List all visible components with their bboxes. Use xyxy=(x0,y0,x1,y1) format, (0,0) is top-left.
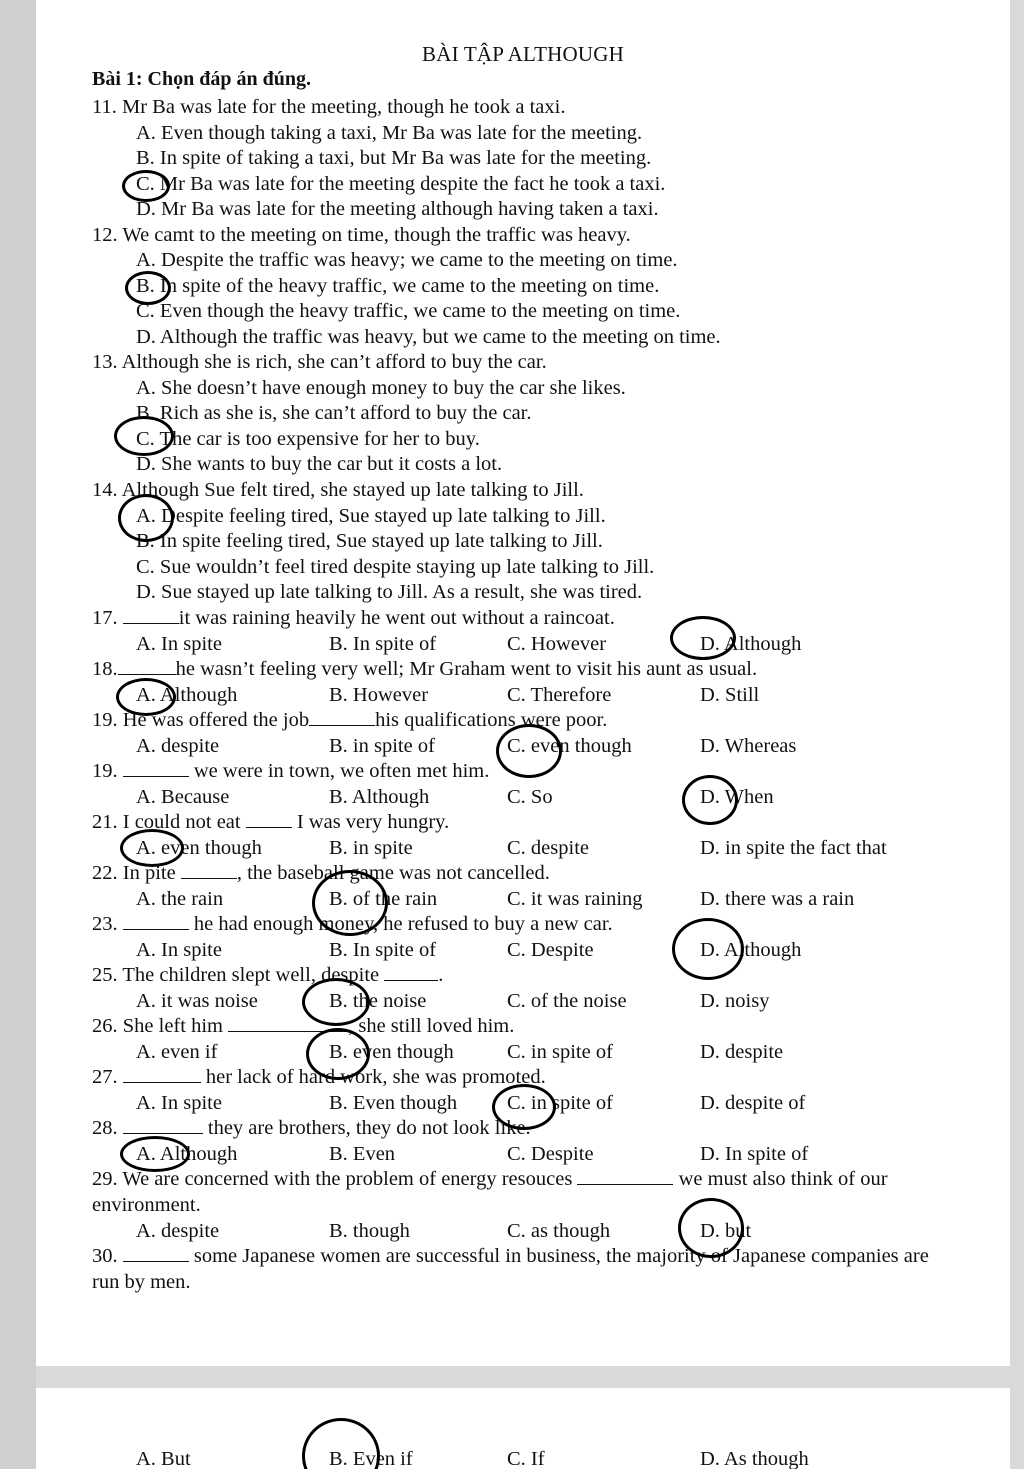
option: C. Mr Ba was late for the meeting despite the fact he took a taxi. xyxy=(136,173,666,195)
question-17: 17. it was raining heavily he went out without a raincoat. xyxy=(92,607,615,629)
options-row: A. the rain B. of the rain C. it was raining D. there was a rain xyxy=(136,888,855,910)
options-row: A. even though B. in spite C. despite D. in spite the fact that xyxy=(136,837,887,859)
question-29: 29. We are concerned with the problem of energy resouces we must also think of our environment. xyxy=(92,1168,888,1216)
option: B. In spite feeling tired, Sue stayed up late talking to Jill. xyxy=(136,530,603,552)
question-21: 21. I could not eat I was very hungry. xyxy=(92,811,450,833)
options-row: A. Because B. Although C. So D. When xyxy=(136,786,774,808)
option: A. She doesn’t have enough money to buy the car she likes. xyxy=(136,377,626,399)
question-19b: 19. we were in town, we often met him. xyxy=(92,760,490,782)
options-row: A. In spite B. In spite of C. However D. Although xyxy=(136,633,802,655)
options-row: A. Although B. Even C. Despite D. In spite of xyxy=(136,1143,809,1165)
options-row: A. despite B. though C. as though D. but xyxy=(136,1220,752,1242)
option: D. Although the traffic was heavy, but we came to the meeting on time. xyxy=(136,326,721,348)
question-25: 25. The children slept well, despite . xyxy=(92,964,444,986)
options-row: A. In spite B. In spite of C. Despite D. Although xyxy=(136,939,802,961)
question-18: 18. he wasn’t feeling very well; Mr Graham went to visit his aunt as usual. xyxy=(92,658,758,680)
question-12: 12. We camt to the meeting on time, though the traffic was heavy. xyxy=(92,224,631,246)
question-13: 13. Although she is rich, she can’t afford to buy the car. xyxy=(92,351,547,373)
option: B. In spite of taking a taxi, but Mr Ba was late for the meeting. xyxy=(136,147,652,169)
option: A. Despite feeling tired, Sue stayed up late talking to Jill. xyxy=(136,505,606,527)
question-22: 22. In pite , the baseball game was not cancelled. xyxy=(92,862,550,884)
options-row: A. even if B. even though C. in spite of D. despite xyxy=(136,1041,784,1063)
exercise-heading: Bài 1: Chọn đáp án đúng. xyxy=(92,68,311,90)
question-11: 11. Mr Ba was late for the meeting, though he took a taxi. xyxy=(92,96,566,118)
question-27: 27. her lack of hard work, she was promoted. xyxy=(92,1066,546,1088)
worksheet-page-2 xyxy=(36,1388,1010,1469)
option: A. Despite the traffic was heavy; we came to the meeting on time. xyxy=(136,249,678,271)
question-26: 26. She left him , she still loved him. xyxy=(92,1015,515,1037)
option: D. Mr Ba was late for the meeting although having taken a taxi. xyxy=(136,198,659,220)
question-14: 14. Although Sue felt tired, she stayed up late talking to Jill. xyxy=(92,479,584,501)
options-row: A. despite B. in spite of C. even though D. Whereas xyxy=(136,735,797,757)
option: A. Even though taking a taxi, Mr Ba was late for the meeting. xyxy=(136,122,643,144)
worksheet-page xyxy=(36,0,1010,1366)
question-30: 30. some Japanese women are successful in business, the majority of Japanese companies are run by men. xyxy=(92,1245,929,1293)
option: C. The car is too expensive for her to buy. xyxy=(136,428,480,450)
option: B. Rich as she is, she can’t afford to buy the car. xyxy=(136,402,532,424)
page-title: BÀI TẬP ALTHOUGH xyxy=(422,42,624,66)
viewer-background xyxy=(0,0,36,1469)
options-row: A. Although B. However C. Therefore D. Still xyxy=(136,684,760,706)
options-row: A. But B. Even if C. If D. As though xyxy=(136,1448,809,1469)
question-28: 28. they are brothers, they do not look like. xyxy=(92,1117,531,1139)
option: B. In spite of the heavy traffic, we came to the meeting on time. xyxy=(136,275,660,297)
option: C. Even though the heavy traffic, we came to the meeting on time. xyxy=(136,300,681,322)
option: C. Sue wouldn’t feel tired despite staying up late talking to Jill. xyxy=(136,556,655,578)
options-row: A. it was noise B. the noise C. of the noise D. noisy xyxy=(136,990,770,1012)
options-row: A. In spite B. Even though C. in spite of D. despite of xyxy=(136,1092,806,1114)
option: D. Sue stayed up late talking to Jill. As a result, she was tired. xyxy=(136,581,643,603)
question-19: 19. He was offered the job his qualifications were poor. xyxy=(92,709,608,731)
question-23: 23. he had enough money, he refused to buy a new car. xyxy=(92,913,613,935)
option: D. She wants to buy the car but it costs a lot. xyxy=(136,453,503,475)
